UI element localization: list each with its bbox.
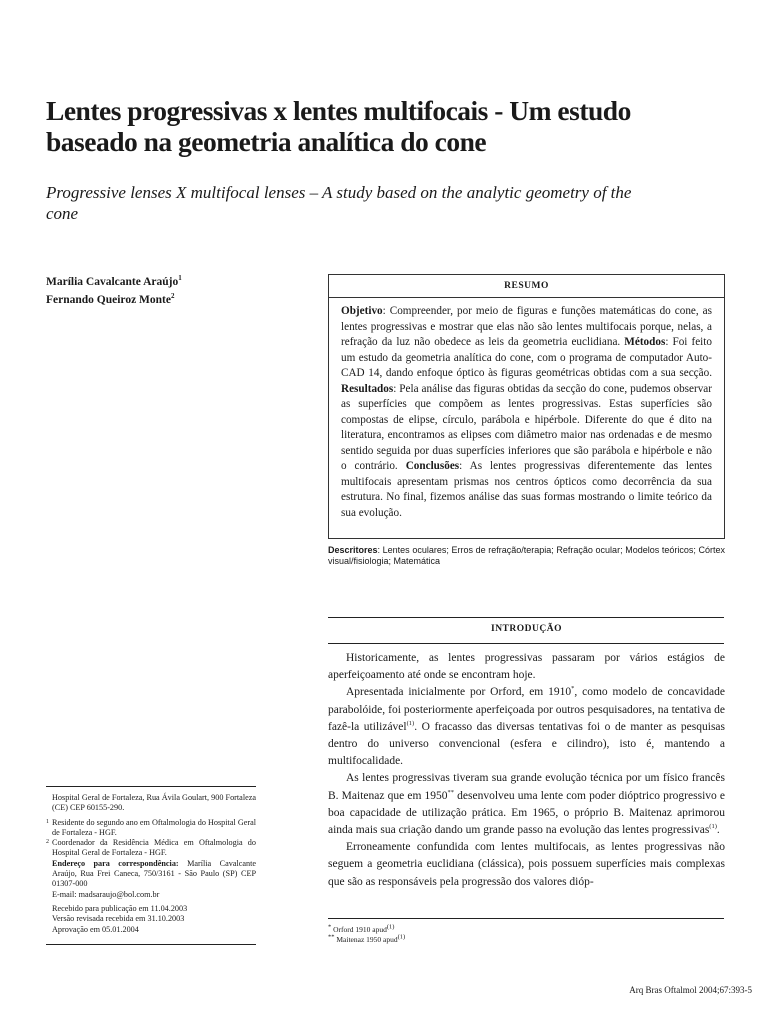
- footnote: ** Maitenaz 1950 apud$^{(1)}$: [328, 933, 406, 944]
- section-rule-top: [328, 617, 724, 618]
- paragraph: Apresentada inicialmente por Orford, em 1910*, como modelo de concavidade parabolóide, foi posteriormente aperfeiçoada por outros pesquisadores, na tentativa de fazê-la utilizável$^{(1)}$. O fracasso das diversas tentativas foi o de manter as pesquisas dentro do universo convencional (esfera e cilindro), isto é, mantendo a multifocalidade.: [328, 685, 726, 768]
- section-rule-bottom: [328, 643, 724, 644]
- introduction-body: [328, 650, 725, 891]
- footnote: * Orford 1910 apud$^{(1)}$: [328, 923, 395, 934]
- author: Fernando Queiroz Monte$^2$: [46, 291, 175, 306]
- footnote-rule: [328, 918, 724, 919]
- paragraph: Historicamente, as lentes progressivas passaram por vários estágios de aperfeiçoamento até onde se encontram hoje.: [328, 652, 725, 682]
- paragraph: Erroneamente confundida com lentes multifocais, as lentes progressivas não seguem a geometria euclidiana (clássica), pois possuem superfícies mais complexas que são as responsáveis pela progressão dos valores dióp-: [328, 841, 725, 888]
- abstract-box: [328, 274, 725, 539]
- abstract-heading: RESUMO: [329, 275, 724, 298]
- affiliation-note: 2 Coordenador da Residência Médica em Oftalmologia do Hospital Geral de Fortaleza - HGF.: [46, 838, 256, 858]
- footnotes: [328, 925, 528, 945]
- paragraph: As lentes progressivas tiveram sua grande evolução técnica por um físico francês B. Maitenaz que em 1950** desenvolveu uma lente com poder dióptrico progressivo e boa capacidade de utilização prática. Em 1965, o próprio B. Maitenaz aprimorou ainda mais sua criação dando um grande passo na evolução das lentes progressivas$^{(1)}$.: [328, 772, 726, 837]
- keywords: Descritores: Lentes oculares; Erros de refração/terapia; Refração ocular; Modelos teóricos; Córtex visual/fisiologia; Matemática: [328, 545, 725, 566]
- article-title-english: Progressive lenses X multifocal lenses – A study based on the analytic geometry of the cone: [46, 183, 632, 223]
- received-date: Recebido para publicação em 11.04.2003: [52, 903, 188, 913]
- correspondence-address: Endereço para correspondência: Marília Cavalcante Araújo, Rua Frei Caneca, 750/3161 - São Paulo (SP) CEP 01307-000: [52, 858, 257, 889]
- article-title: Lentes progressivas x lentes multifocais - Um estudo baseado na geometria analítica do cone: [46, 95, 631, 157]
- journal-citation: Arq Bras Oftalmol 2004;67:393-5: [629, 985, 752, 995]
- author: Marília Cavalcante Araújo$^1$: [46, 274, 182, 288]
- approved-date: Aprovação em 05.01.2004: [52, 924, 139, 934]
- affiliation-rule-bottom: [46, 944, 256, 945]
- hospital-address: Hospital Geral de Fortaleza, Rua Ávila Goulart, 900 Fortaleza (CE) CEP 60155-290.: [52, 793, 256, 813]
- introduction-heading: INTRODUÇÃO: [491, 624, 562, 634]
- affiliation-rule-top: [46, 786, 256, 787]
- affiliation-notes: [46, 793, 256, 935]
- email: E-mail: madsaraujo@bol.com.br: [52, 889, 160, 899]
- author-list: [46, 271, 182, 307]
- affiliation-note: 1 Residente do segundo ano em Oftalmologia do Hospital Geral de Fortaleza - HGF.: [46, 817, 256, 837]
- revised-date: Versão revisada recebida em 31.10.2003: [52, 914, 185, 924]
- abstract-body: Objetivo: Compreender, por meio de figuras e funções matemáticas do cone, as lentes progressivas e mostrar que elas não são lentes multifocais porque, nelas, a refração da luz não obedece as leis da geometria euclidiana. Métodos: Foi feito um estudo da geometria analítica do cone, com o programa de computador Auto-CAD 14, dando enfoque óptico às figuras geométricas obtidas com a sua secção. Resultados: Pela análise das figuras obtidas da secção do cone, pudemos observar as superfícies que compõem as lentes progressivas. Estas superfícies são compostas de elipse, círculo, parábola e hipérbole. Diferente do que é dito na literatura, encontramos as elipses com diâmetro maior nas ordenadas e de mesmo sentido seguida por duas superfícies inferiores que são parábola e hipérbole e não o contrário. Conclusões: As lentes progressivas diferentemente das lentes multifocais apresentam prismas nos centros ópticos como decorrência da sua estrutura. No final, fizemos análise das suas formas mostrando o limite teórico da sua evolução.: [341, 305, 712, 519]
